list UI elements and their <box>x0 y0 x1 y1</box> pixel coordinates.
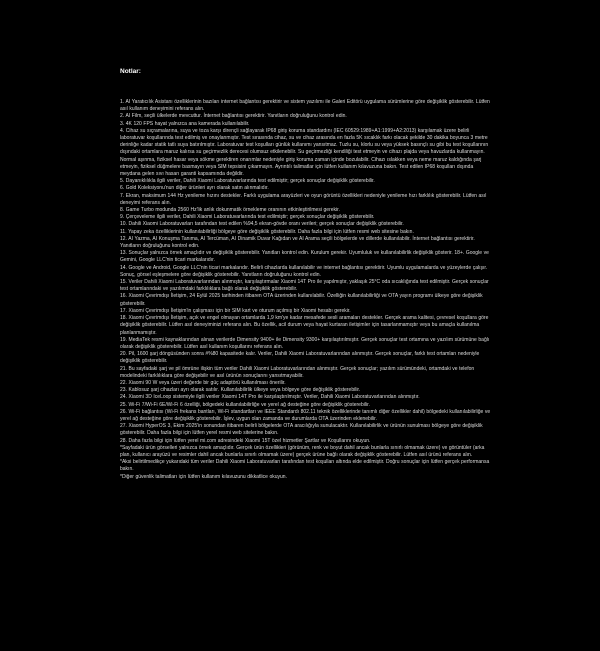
note-item: 1. AI Yaratıcılık Asistanı özelliklerinin bazıları internet bağlantısı gerektirir ve sistem yazılımı ile Galeri Editörü uygulama sürümlerine göre değişiklik gösterebilir. Lütfen asıl kullanım deneyimini referans alın. <box>120 99 490 113</box>
note-item: 3. 4K 120 FPS hayat yalnızca ana kamerada kullanılabilir. <box>120 120 250 127</box>
note-item: 26. Wi-Fi bağlantısı (Wi-Fi frekans bantları, Wi-Fi standartları ve IEEE Standardı 802.11 teknik özelliklerinde tanımlı diğer özellikler dahil) bölgedeki kullanılabilirliğe ve yerel ağ desteğine göre değişiklik gösterebilir. İşlev, uygun olan zamanda ve durumlarda OTA üzerinden eklenebilir. <box>120 408 491 422</box>
note-item: 22. Xiaomi 90 W veya üzeri değerde bir güç adaptörü kullanılması önerilir. <box>120 379 286 386</box>
notes-section <box>120 68 494 481</box>
notes-title: Notlar: <box>120 68 141 75</box>
note-item: 11. Yapay zeka özelliklerinin kullanılabilirliği bölgeye göre değişiklik gösterebilir. Daha fazla bilgi için lütfen resmi web sitesine bakın. <box>120 228 414 235</box>
note-item: 20. Pil, 1600 şarj döngüsünden sonra #%80 kapasitede kalır. Veriler, Dahili Xiaomi Laboratuvarlarından alınmıştır. Gerçek sonuçlar, farklı test ortamları nedeniyle değişiklik gösterebilir. <box>120 351 480 365</box>
note-item: 8. Game Turbo modunda 2560 Hz'lik anlık dokunmatik örnekleme oranının etkinleştirilmesi gerekir. <box>120 207 340 214</box>
note-item: 2. AI Film, seçili ülkelerde mevcuttur. İnternet bağlantısı gerektirir. Yanıtların doğruluğunu kontrol edin. <box>120 113 347 120</box>
note-item: *Sayfadaki ürün görselleri yalnızca örnek amaçlıdır. Gerçek ürün özellikleri (görünüm, renk ve boyut dahil ancak bunlarla sınırlı olmamak üzere) ve görüntüler (arka plan, kullanıcı arayüzü ve resimler dahil ancak bunlarla sınırlı olmamak üzere) gerçek ürüne bağlı olarak değişiklik gösterebilir. Lütfen asıl ürünü referans alın. <box>120 444 485 458</box>
note-item: 17. Xiaomi Çevrimdışı İletişim'in çalışması için bir SIM kart ve oturum açılmış bir Xiaomi hesabı gerekir. <box>120 307 351 314</box>
note-item: 15. Veriler Dahili Xiaomi Laboratuvarlarından alınmıştır, karşılaştırmalar Xiaomi 14T Pro ile yapılmıştır, yaklaşık 25°C oda sıcaklığında test edilmiştir. Gerçek sonuçlar test ortamlarındaki ve yazılımdaki farklılıklara bağlı olarak değişiklik gösterebilir. <box>120 279 489 293</box>
note-item: *Diğer güvenlik talimatları için lütfen kullanım kılavuzunu dikkatlice okuyun. <box>120 473 287 480</box>
note-item: 6. Gold Koleksiyonu'nun diğer ürünleri ayrı olarak satın alınmalıdır. <box>120 185 269 192</box>
note-item: 27. Xiaomi HyperOS 3, Ekim 2025'in sonundan itibaren belirli bölgelerde OTA aracılığıyla sunulacaktır. Kullanılabilirlik ve ürünün sunulması bölgeye göre değişiklik gösterebilir. Daha fazla bilgi için lütfen yerel resmi web sitelerine bakın. <box>120 423 483 437</box>
note-item: 24. Xiaomi 3D IceLoop sistemiyle ilgili veriler Xiaomi 14T Pro ile karşılaştırılmıştır. Veriler, Dahili Xiaomi Laboratuvarlarından alınmıştır. <box>120 394 420 401</box>
note-item: 16. Xiaomi Çevrimdışı İletişim, 24 Eylül 2025 tarihinden itibaren OTA üzerinden kullanılabilir. Özelliğin kullanılabilirliği ve OTA yayın programı ülkeye göre değişiklik gösterebilir. <box>120 293 483 307</box>
note-item: 12. AI Yazma, AI Konuşma Tanıma, AI Tercüman, AI Dinamik Duvar Kağıdan ve AI Arama seçili bölgelerde ve dillerde kullanılabilir. İnternet bağlantısı gerektirir. Yanıtların doğruluğunu kontrol edin. <box>120 235 475 250</box>
note-item: 13. Sonuçlar yalnızca örnek amaçlıdır ve değişiklik gösterebilir. Yanıtları kontrol edin. Kurulum gerekir. Uyumluluk ve kullanılabilirlik değişiklik gösterir. 18+. Google ve Gemini, Google LLC'nin ticari markalarıdır. <box>120 250 489 264</box>
note-item: 23. Kablosuz şarj cihazları ayrı olarak satılır. Kullanılabilirlik ülkeye veya bölgeye göre değişiklik gösterebilir. <box>120 387 361 394</box>
note-item: 18. Xiaomi Çevrimdışı İletişim, açık ve engel olmayan ortamlarda 1,9 km'ye kadar mesafede sesli aramaları destekler. Gerçek arama kalitesi, çevresel koşullara göre değişiklik gösterebilir. Lütfen asıl deneyiminizi referans alın. Bu özellik, acil durum veya hayat kurtaran iletişimler için tasarlanmamıştır veya bu amaçla kullanılma planlanmamıştır. <box>120 315 489 336</box>
note-item: 10. Dahili Xiaomi Laboratuvarları tarafından test edilen %94,5 ekran-gövde oranı verileri; gerçek sonuçlar değişiklik gösterebilir. <box>120 221 404 228</box>
note-item: 19. MediaTek resmi kaynaklarından alınan verilerde Dimensity 9400+ ile Dimensity 9300+ karşılaştırılmıştır. Gerçek sonuçlar test ortamına ve yazılım sürümüne bağlı olarak değişiklik gösterebilir. Lütfen asıl kullanım koşullarını referans alın. <box>120 336 490 350</box>
note-item: 28. Daha fazla bilgi için lütfen yerel mi.com adresindeki Xiaomi 15T özel hizmetler Şartlar ve Koşullarını okuyun. <box>120 437 371 444</box>
note-item: 5. Dayanıklılıkla ilgili veriler, Dahili Xiaomi Laboratuvarlarında test edilmiştir; gerçek sonuçlar değişiklik gösterebilir. <box>120 178 375 185</box>
notes-list <box>120 99 494 481</box>
note-item: 14. Google ve Android, Google LLC'nin ticari markalarıdır. Belirli cihazlarda kullanılabilir ve internet bağlantısı gerektirir. Uyumlu uygulamalarda ve yüzeylerde çalışır. Sonuç, görsel eşleşmelere göre değişiklik gösterebilir. Yanıtların doğruluğunu kontrol edin. <box>120 264 488 278</box>
note-item: 4. Cihaz su sıçramalarına, suya ve toza karşı dirençli sağlayarak IP68 giriş koruma standardını (IEC 60529:1989+A1:1999+A2:2013) karşılamak üzere belirli laboratuvar koşullarında test edilmiş ve onaylanmıştır. Test sırasında cihaz, su ve cihaz arasında en fazla 5K sıcaklık farkı olacak şekilde 30 dakika boyunca 3 metre derinliğe kadar statik tatlı suya batırılmıştır. Laboratuvar test koşulları günlük kullanımı yansıtmaz. Tuzlu su, klorlu su veya yüksek basınçlı su gibi bu test koşullarının dışındaki ortamlara maruz kalırsa su geçirmezlik derecesi olumsuz etkilenebilir. Su geçirmezliği kendiliği test etmeyin ve cihazı plajda veya havuzlarda kullanmayın. Normal aşınma, fiziksel hasar veya sökme gerektiren onarımlar nedeniyle giriş koruma zaman içinde bozulabilir. Cihazı ıslakken veya neme maruz kaldığında şarj etmeyin, fiziksel düğmelere basmayın veya SIM tepsisini çıkarmayın. Ayrıntılı talimatlar için lütfen kullanım kılavuzuna bakın. Test edilen IP68 koşulları dışında meydana gelen sıvı hasarı garanti kapsamında değildir. <box>120 127 489 178</box>
note-item: 25. Wi-Fi 7/Wi-Fi 6E/Wi-Fi 6 özelliği, bölgedeki kullanılabilirliğe ve yerel ağ desteğine göre değişiklik gösterebilir. <box>120 401 370 408</box>
note-item: 21. Bu sayfadaki şarj ve pil ömrüne ilişkin tüm veriler Dahili Xiaomi Laboratuvarlarından alınmıştır. Gerçek sonuçlar; yazılım sürümündeki, ortamdaki ve telefon modelindeki farklılıklara göre değişebilir ve asıl ürünün sonuçlarını yansıtmayabilir. <box>120 365 475 379</box>
note-item: 9. Çerçeveleme ilgili veriler, Dahili Xiaomi Laboratuvarlarında test edilmiştir; gerçek sonuçlar değişiklik gösterebilir. <box>120 214 375 221</box>
note-item: 7. Ekran, maksimum 144 Hz yenileme hızını destekler. Farklı uygulama arayüzleri ve oyun görüntü özellikleri nedeniyle yenileme hızı farklılık gösterebilir. Lütfen asıl deneyimi referans alın. <box>120 192 487 206</box>
note-item: *Aksi belirtilmedikçe yukarıdaki tüm veriler Dahili Xiaomi Laboratuvarları tarafından test koşulları altında elde edilmiştir. Doğru sonuçlar için lütfen gerçek performansa bakın. <box>120 459 490 473</box>
